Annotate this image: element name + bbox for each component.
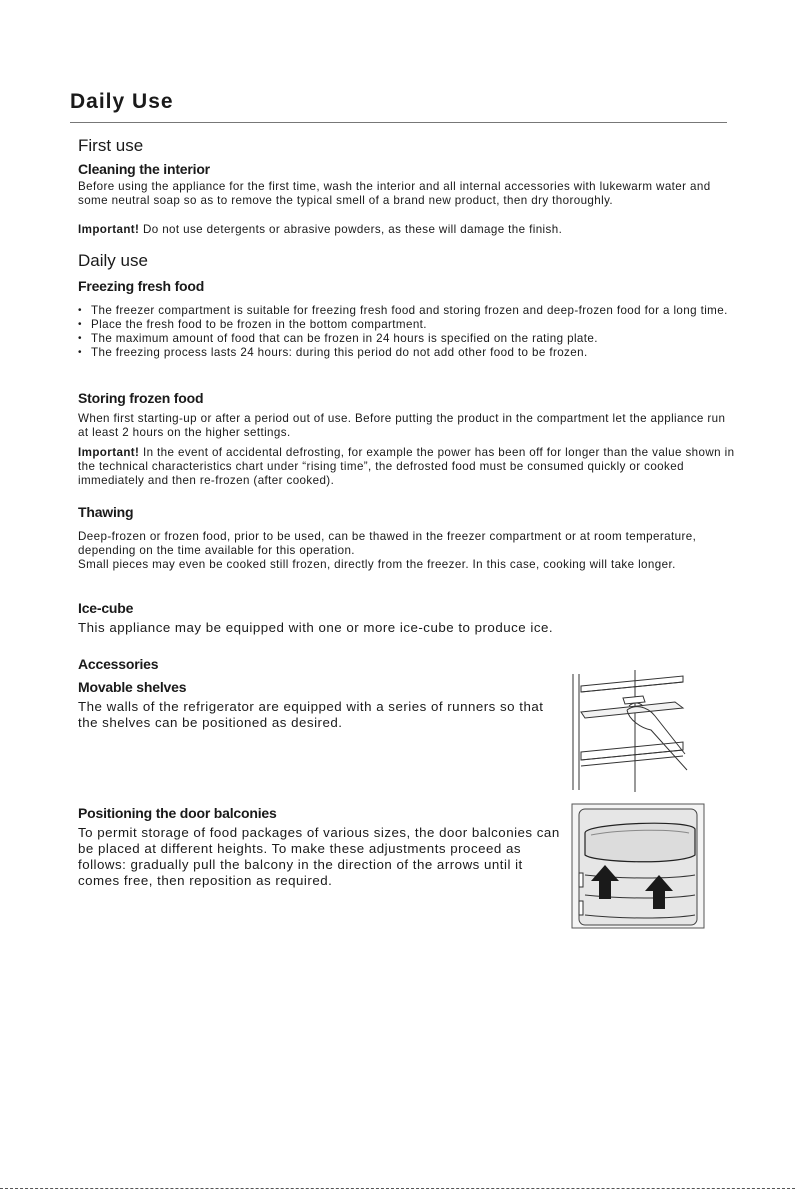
shelves-text: The walls of the refrigerator are equipped with a series of runners so that the shelves can be positioned as desired. (78, 699, 544, 730)
thawing-text-2: Small pieces may even be cooked still frozen, directly from the freezer. In this case, cooking will take longer. (78, 558, 676, 571)
bottom-edge (0, 1188, 795, 1189)
thawing-heading: Thawing (78, 504, 134, 520)
cleaning-heading: Cleaning the interior (78, 161, 210, 177)
important-label: Important! (78, 446, 140, 459)
accessories-heading: Accessories (78, 656, 159, 672)
page-title: Daily Use (70, 90, 174, 113)
door-balconies-illustration (571, 803, 705, 929)
cleaning-text: Before using the appliance for the first time, wash the interior and all internal accessories with lukewarm water and some neutral soap so as to remove the typical smell of a brand new product, then dry thoroughly. (78, 180, 711, 207)
thawing-text: Deep-frozen or frozen food, prior to be used, can be thawed in the freezer compartment or at room temperature, depending on the time available for this operation. (78, 530, 697, 557)
first-use-heading: First use (78, 136, 144, 155)
ice-cube-text: This appliance may be equipped with one or more ice-cube to produce ice. (78, 620, 554, 635)
important-text: Do not use detergents or abrasive powders, as these will damage the finish. (139, 223, 563, 236)
list-item: • Place the fresh food to be frozen in the bottom compartment. (78, 318, 731, 332)
freezing-heading: Freezing fresh food (78, 278, 205, 294)
cleaning-important (78, 223, 738, 237)
movable-shelves-illustration (565, 670, 693, 792)
storing-text: When first starting-up or after a period out of use. Before putting the product in the compartment let the appliance run at least 2 hours on the higher settings. (78, 412, 726, 439)
daily-use-heading: Daily use (78, 251, 148, 270)
shelves-heading: Movable shelves (78, 679, 187, 695)
list-item: • The freezer compartment is suitable for freezing fresh food and storing frozen and deep-frozen food for a long time. (78, 304, 731, 318)
important-text: In the event of accidental defrosting, for example the power has been off for longer than the value shown in the technical characteristics chart under “rising time”, the defrosted food must be consumed quickly or cooked immediately and then re-frozen (after cooked). (78, 446, 735, 487)
balconies-text: To permit storage of food packages of various sizes, the door balconies can be placed at different heights. To make these adjustments proceed as follows: gradually pull the balcony in the direction of the arrows until it comes free, then reposition as required. (78, 825, 560, 888)
balconies-heading: Positioning the door balconies (78, 805, 277, 821)
storing-heading: Storing frozen food (78, 390, 204, 406)
title-divider (70, 122, 727, 123)
ice-cube-heading: Ice-cube (78, 600, 134, 616)
storing-important (78, 446, 738, 488)
list-item: • The maximum amount of food that can be frozen in 24 hours is specified on the rating plate. (78, 332, 731, 346)
freezing-list (78, 304, 731, 360)
important-label: Important! (78, 223, 140, 236)
list-item: • The freezing process lasts 24 hours: during this period do not add other food to be frozen. (78, 346, 731, 360)
